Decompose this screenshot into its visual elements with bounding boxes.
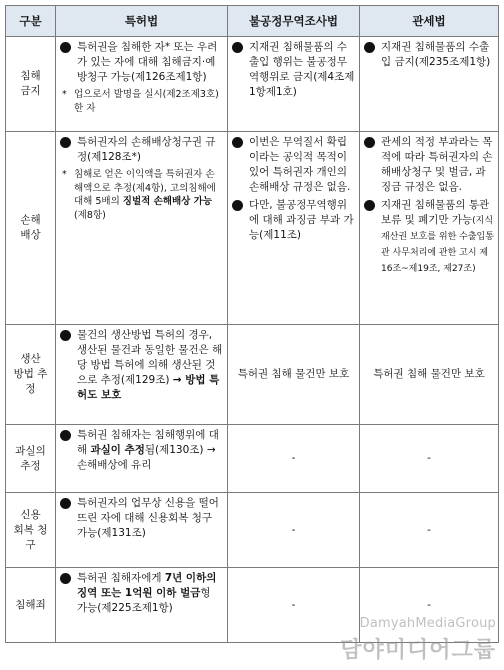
bullet-icon [232, 42, 243, 53]
bullet-plain: 특허권 침해자는 침해행위에 대해 [77, 429, 219, 456]
bullet-bold: 과실이 추정 [90, 444, 145, 456]
footnote-tail: (제8항) [74, 209, 106, 221]
watermark-english: DamyahMediaGroup [359, 616, 496, 631]
bullet-text: 지재권 침해물품의 수출입 행위는 불공정무역행위로 금지(제4조제1항제1호) [249, 41, 355, 98]
bullet-text [77, 428, 223, 473]
header-unfair-trade-act: 불공정무역조사법 [228, 6, 360, 37]
header-row [6, 6, 499, 37]
bullet-item [364, 198, 494, 277]
customs-cell [360, 37, 499, 132]
table-row-production-method [6, 325, 499, 425]
bullet-text: 특허권자의 손해배상청구권 규정(제128조*) [77, 136, 216, 163]
bullet-text: 이번은 무역질서 확립이라는 공익적 목적이 있어 특허권자 개인의 손해배상 규정은 없음. [249, 136, 351, 193]
bullet-icon [364, 42, 375, 53]
bullet-icon [60, 330, 71, 341]
bullet-small: (지식재산권 보호를 위한 수출입통관 사무처리에 관한 고시 제16조~제19조, 제27조) [381, 216, 494, 274]
header-patent-act: 특허법 [56, 6, 228, 37]
patent-cell [56, 568, 228, 643]
bullet-item [232, 198, 355, 243]
row-label-text: 생산 방법 추 정 [13, 353, 48, 395]
bullet-text: 관세의 적정 부과라는 목적에 따라 특허권자의 손해배상청구 및 벌금, 과징금 규정은 없음. [381, 136, 493, 193]
footnote [60, 168, 223, 222]
bullet-item [364, 135, 494, 195]
patent-cell [56, 37, 228, 132]
bullet-item [364, 40, 494, 70]
row-label-text: 침해죄 [15, 598, 46, 611]
customs-cell: - [360, 493, 499, 568]
unfair-trade-cell [228, 37, 360, 132]
watermark-korean: 담야미디어그룹 [340, 638, 496, 663]
footnote [60, 88, 223, 115]
comparison-table [5, 5, 499, 643]
table-row-infringement-crime [6, 568, 499, 643]
bullet-icon [60, 573, 71, 584]
table-row-damages [6, 132, 499, 325]
bullet-item [60, 328, 223, 403]
table-row-negligence [6, 425, 499, 493]
table-row-credit-restoration [6, 493, 499, 568]
bullet-item [60, 40, 223, 85]
unfair-trade-cell: - [228, 493, 360, 568]
bullet-text: 다만, 불공정무역행위에 대해 과징금 부과 가능(제11조) [249, 199, 354, 241]
bullet-text: 특허권을 침해한 자* 또는 우려가 있는 자에 대해 침해금지·예방청구 가능(제126조제1항) [77, 41, 218, 83]
bullet-text [381, 198, 494, 277]
bullet-text [77, 571, 223, 616]
customs-cell: 특허권 침해 물건만 보호 [360, 325, 499, 425]
row-label [6, 37, 56, 132]
row-label [6, 325, 56, 425]
bullet-plain: 지재권 침해물품의 통관보류 및 폐기만 가능 [381, 199, 490, 226]
bullet-item [60, 571, 223, 616]
bullet-icon [60, 430, 71, 441]
row-label [6, 568, 56, 643]
bullet-item [232, 135, 355, 195]
unfair-trade-cell: 특허권 침해 물건만 보호 [228, 325, 360, 425]
footnote-text [74, 168, 223, 222]
bullet-item [60, 428, 223, 473]
row-label [6, 493, 56, 568]
bullet-text: 특허권자의 업무상 신용을 떨어뜨린 자에 대해 신용회복 청구 가능(제131조) [77, 497, 219, 539]
patent-cell [56, 425, 228, 493]
row-label-text: 신용 회복 청 구 [13, 508, 48, 551]
footnote-text: 업으로서 발명을 실시(제2조제3호)한 자 [74, 89, 219, 114]
customs-cell: - [360, 568, 499, 643]
row-label-text: 손해 배상 [20, 214, 41, 241]
unfair-trade-cell [228, 132, 360, 325]
bullet-icon [60, 42, 71, 53]
bullet-item [232, 40, 355, 100]
bullet-bold: → 방법 특허도 보호 [77, 374, 220, 401]
bullet-text: 지재권 침해물품의 수출입 금지(제235조제1항) [381, 41, 491, 68]
bullet-plain: 물건의 생산방법 특허의 경우, 생산된 물건과 동일한 물건은 해당 방법 특허에 의해 생산된 것으로 추정(제129조) [77, 329, 223, 386]
bullet-tail: 형 가능(제225조제1항) [77, 587, 211, 614]
patent-cell [56, 493, 228, 568]
patent-cell [56, 325, 228, 425]
table-row-injunction [6, 37, 499, 132]
header-customs-act: 관세법 [360, 6, 499, 37]
footnote-bold: 징벌적 손해배상 가능 [122, 196, 213, 207]
row-label-text: 과실의 추정 [15, 444, 46, 472]
asterisk-icon: * [62, 89, 67, 100]
customs-cell [360, 132, 499, 325]
bullet-plain: 특허권 침해자에게 [77, 572, 165, 584]
patent-cell [56, 132, 228, 325]
row-label-text: 침해 금지 [20, 70, 41, 97]
bullet-icon [232, 200, 243, 211]
bullet-icon [60, 137, 71, 148]
bullet-icon [364, 137, 375, 148]
bullet-item [60, 496, 223, 541]
unfair-trade-cell: - [228, 568, 360, 643]
bullet-bold: 7년 이하의 징역 또는 1억원 이하 벌금 [77, 572, 217, 599]
bullet-tail: 됨(제130조) → 손해배상에 유리 [77, 444, 216, 471]
row-label [6, 425, 56, 493]
row-label [6, 132, 56, 325]
bullet-text [77, 328, 223, 403]
bullet-icon [364, 200, 375, 211]
unfair-trade-cell: - [228, 425, 360, 493]
footnote-plain: 침해로 얻은 이익액을 특허권자 손해액으로 추정(제4항), 고의침해에 대해 5배의 [74, 169, 216, 207]
header-category: 구분 [6, 6, 56, 37]
customs-cell: - [360, 425, 499, 493]
bullet-item [60, 135, 223, 165]
bullet-icon [60, 498, 71, 509]
asterisk-icon: * [62, 169, 67, 180]
bullet-icon [232, 137, 243, 148]
